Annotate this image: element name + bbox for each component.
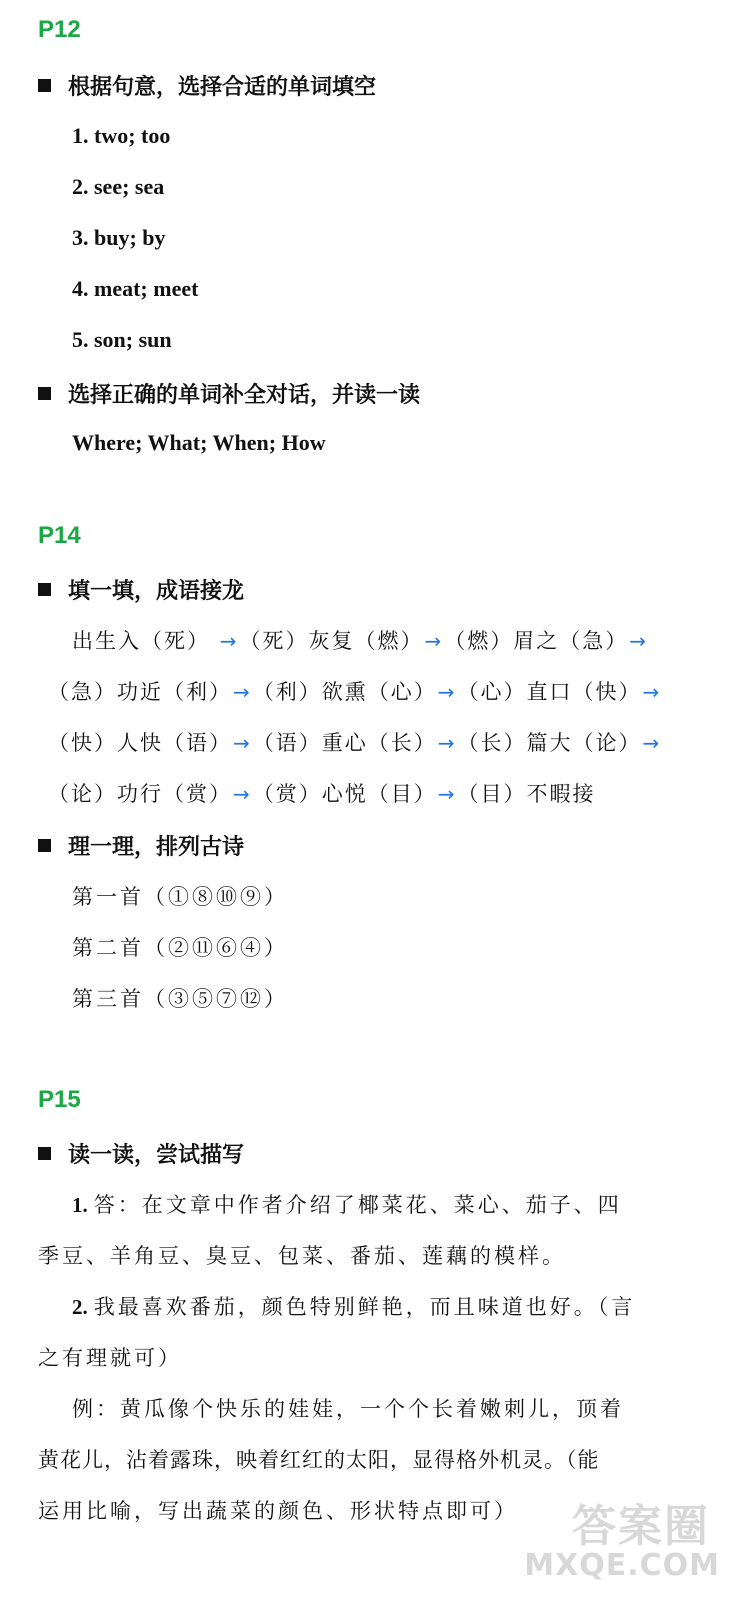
answer-text: 答：在文章中作者介绍了椰菜花、菜心、茄子、四: [93, 1193, 622, 1217]
section-title-text: 填一填，成语接龙: [68, 579, 245, 604]
idiom: （利）欲熏（心）: [252, 680, 437, 704]
right-arrow-icon: →: [233, 680, 252, 704]
watermark-logo: [524, 1490, 720, 1590]
answer-item: 1. two; too: [72, 123, 171, 148]
question-number: 2.: [72, 1295, 88, 1319]
square-bullet-icon: [38, 387, 51, 400]
page-heading-p14: P14: [38, 522, 81, 549]
idiom-chain-line-2: [48, 676, 662, 706]
section-title-word-choice: [38, 70, 376, 101]
example-line: 黄花儿，沾着露珠，映着红红的太阳，显得格外机灵。（能: [38, 1448, 600, 1472]
poem-order: 第三首（③⑤⑦⑫）: [72, 987, 288, 1011]
page-heading-p15: P15: [38, 1086, 81, 1113]
answer-item: 2. see; sea: [72, 174, 165, 199]
idiom: （快）人快（语）: [48, 731, 232, 755]
section-title-text: 根据句意，选择合适的单词填空: [68, 75, 377, 100]
square-bullet-icon: [38, 79, 51, 92]
section-title-text: 读一读，尝试描写: [68, 1143, 245, 1168]
right-arrow-icon: →: [219, 629, 239, 653]
answer-paragraph-line: [72, 1291, 635, 1321]
right-arrow-icon: →: [642, 731, 662, 755]
section-title-text: 理一理，排列古诗: [68, 835, 245, 860]
idiom: （燃）眉之（急）: [444, 629, 629, 653]
example-line: 例：黄瓜像个快乐的娃娃，一个个长着嫩刺儿，顶着: [72, 1397, 624, 1421]
right-arrow-icon: →: [642, 680, 662, 704]
idiom: （急）功近（利）: [48, 680, 232, 704]
answer-item: 5. son; sun: [72, 327, 172, 352]
square-bullet-icon: [38, 1147, 51, 1160]
right-arrow-icon: →: [424, 629, 444, 653]
right-arrow-icon: →: [233, 731, 252, 755]
idiom-chain-line-3: [48, 727, 662, 757]
square-bullet-icon: [38, 839, 51, 852]
square-bullet-icon: [38, 583, 51, 596]
watermark-text: 答案圈: [572, 1501, 710, 1552]
example-line: 运用比喻，写出蔬菜的颜色、形状特点即可）: [38, 1499, 518, 1523]
answer-paragraph-line: 之有理就可）: [38, 1346, 182, 1370]
idiom: （赏）心悦（目）: [252, 782, 437, 806]
idiom: （论）功行（赏）: [48, 782, 232, 806]
section-title-idiom-chain: [38, 574, 244, 605]
section-title-describe: [38, 1138, 244, 1169]
dialogue-answer: Where; What; When; How: [72, 430, 326, 455]
section-title-poems: [38, 830, 244, 861]
answer-text: 我最喜欢番茄，颜色特别鲜艳，而且味道也好。（言: [93, 1295, 636, 1319]
poem-order: 第一首（①⑧⑩⑨）: [72, 885, 288, 909]
right-arrow-icon: →: [437, 731, 457, 755]
answer-item: 4. meat; meet: [72, 276, 199, 301]
poem-order: 第二首（②⑪⑥④）: [72, 936, 288, 960]
watermark-url: MXQE.COM: [524, 1548, 720, 1583]
idiom: 出生入（死）: [72, 629, 210, 653]
right-arrow-icon: →: [629, 629, 648, 653]
right-arrow-icon: →: [233, 782, 252, 806]
answer-paragraph-line: 季豆、羊角豆、臭豆、包菜、番茄、莲藕的模样。: [38, 1244, 566, 1268]
right-arrow-icon: →: [437, 680, 457, 704]
idiom: （死）灰复（燃）: [239, 629, 424, 653]
idiom: （目）不暇接: [457, 782, 596, 806]
idiom: （语）重心（长）: [252, 731, 437, 755]
question-number: 1.: [72, 1193, 88, 1217]
right-arrow-icon: →: [437, 782, 457, 806]
answer-paragraph-line: [72, 1189, 622, 1219]
answer-item: 3. buy; by: [72, 225, 166, 250]
idiom: （心）直口（快）: [457, 680, 642, 704]
section-title-dialogue: [38, 378, 420, 409]
idiom-chain-line-4: [48, 778, 596, 808]
idiom-chain-line-1: [72, 625, 649, 655]
page-heading-p12: P12: [38, 16, 81, 43]
idiom: （长）篇大（论）: [457, 731, 642, 755]
section-title-text: 选择正确的单词补全对话，并读一读: [68, 383, 421, 408]
